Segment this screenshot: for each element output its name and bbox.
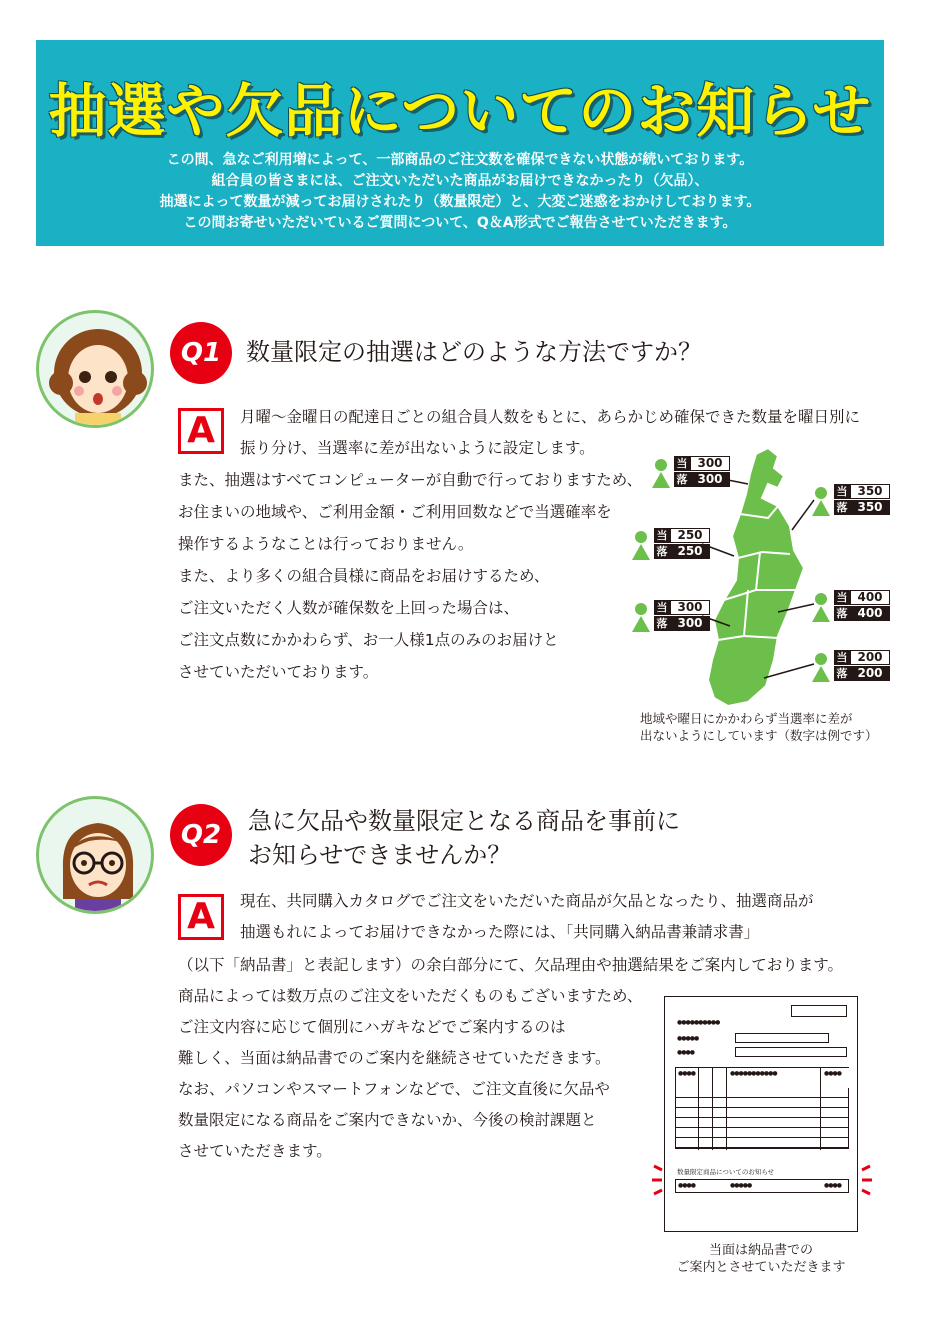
- lose-label: 落: [654, 544, 670, 559]
- invoice-dots: ●●●●●●●●●●●: [730, 1070, 777, 1077]
- answer-line: 現在、共同購入カタログでご注文をいただいた商品が欠品となったり、抽選商品が: [240, 892, 814, 910]
- win-count: 300: [690, 456, 730, 471]
- page-title: 抽選や欠品についてのお知らせ: [48, 77, 872, 145]
- lose-count: 300: [690, 472, 730, 487]
- tohoku-map: [628, 440, 888, 720]
- invoice-dots: ●●●●: [824, 1182, 841, 1189]
- person-icon: [810, 486, 832, 516]
- map-tag: [630, 526, 716, 560]
- lose-label: 落: [654, 616, 670, 631]
- invoice-dots: ●●●●●: [677, 1035, 699, 1042]
- invoice-dots: ●●●●: [824, 1070, 841, 1077]
- invoice-notice-label: 数量限定商品についてのお知らせ: [677, 1168, 775, 1176]
- answer-line: また、抽選はすべてコンピューターが自動で行っておりますため、: [178, 471, 643, 489]
- avatar-woman-illustration: [36, 796, 154, 914]
- map-caption: [640, 710, 878, 744]
- q1-question: 数量限定の抽選はどのような方法ですか？: [246, 338, 702, 366]
- answer-line: 抽選もれによってお届けできなかった際には、「共同購入納品書兼請求書」: [240, 923, 760, 941]
- win-count: 200: [850, 650, 890, 665]
- q1-answer-mark: A: [178, 408, 224, 454]
- question-line: お知らせできませんか？: [248, 841, 512, 869]
- highlight-marks-icon: [652, 1156, 872, 1216]
- person-icon: [650, 458, 672, 488]
- answer-line: 商品によっては数万点のご注文をいただくものもございますため、: [178, 987, 643, 1005]
- lose-label: 落: [834, 666, 850, 681]
- invoice-dots: ●●●●: [678, 1182, 695, 1189]
- win-count: 400: [850, 590, 890, 605]
- answer-line: ご注文内容に応じて個別にハガキなどでご案内するのは: [178, 1018, 566, 1036]
- answer-line: ご注文いただく人数が確保数を上回った場合は、: [178, 599, 520, 617]
- q2-answer-mark: A: [178, 894, 224, 940]
- q1-badge: Q1: [170, 322, 232, 384]
- answer-line: また、より多くの組合員様に商品をお届けするため、: [178, 567, 550, 585]
- girl-face-icon: [39, 313, 154, 428]
- answer-line: 振り分け、当選率に差が出ないように設定します。: [240, 439, 595, 457]
- q1-answer-text-body: [178, 464, 642, 688]
- answer-line: お住まいの地域や、ご利用金額・ご利用回数などで当選確率を: [178, 503, 612, 521]
- invoice-caption: [664, 1242, 858, 1276]
- intro-line: この間、急なご利用増によって、一部商品のご注文数を確保できない状態が続いております。: [166, 152, 754, 168]
- map-tag: [810, 648, 896, 682]
- q2-badge: Q2: [170, 804, 232, 866]
- person-icon: [630, 602, 652, 632]
- answer-line: 月曜～金曜日の配達日ごとの組合員人数をもとに、あらかじめ確保できた数量を曜日別に: [240, 408, 861, 426]
- invoice-dots: ●●●●: [677, 1049, 694, 1056]
- invoice-dots: ●●●●●●●●●●: [677, 1019, 720, 1026]
- win-count: 350: [850, 484, 890, 499]
- invoice-field: [735, 1033, 829, 1043]
- map-tag: [630, 598, 716, 632]
- intro-line: この間お寄せいただいているご質問について、Q＆A形式でご報告させていただきます。: [183, 215, 737, 231]
- win-label: 当: [654, 600, 670, 615]
- woman-face-icon: [39, 799, 154, 914]
- header-banner: [36, 40, 884, 246]
- lose-count: 250: [670, 544, 710, 559]
- q2-question: [248, 804, 680, 872]
- lose-label: 落: [674, 472, 690, 487]
- invoice-table: [675, 1067, 849, 1149]
- win-label: 当: [674, 456, 690, 471]
- caption-line: 出ないようにしています（数字は例です）: [640, 728, 878, 743]
- win-label: 当: [834, 484, 850, 499]
- lose-count: 300: [670, 616, 710, 631]
- win-label: 当: [654, 528, 670, 543]
- lose-count: 200: [850, 666, 890, 681]
- invoice-field: [735, 1047, 847, 1057]
- win-count: 300: [670, 600, 710, 615]
- answer-line: 操作するようなことは行っておりません。: [178, 535, 474, 553]
- invoice-dots: ●●●●: [678, 1070, 695, 1077]
- answer-line: させていただきます。: [178, 1142, 332, 1160]
- map-tag: [650, 454, 736, 488]
- answer-line: （以下「納品書」と表記します）の余白部分にて、欠品理由や抽選結果をご案内しております。: [178, 956, 843, 974]
- win-count: 250: [670, 528, 710, 543]
- lose-label: 落: [834, 606, 850, 621]
- map-tag: [810, 482, 896, 516]
- answer-line: なお、パソコンやスマートフォンなどで、ご注文直後に欠品や: [178, 1080, 610, 1098]
- answer-line: 難しく、当面は納品書でのご案内を継続させていただきます。: [178, 1049, 611, 1067]
- intro-line: 組合員の皆さまには、ご注文いただいた商品がお届けできなかったり（欠品）、: [211, 173, 709, 189]
- lose-label: 落: [834, 500, 850, 515]
- answer-line: 数量限定になる商品をご案内できないか、今後の検討課題と: [178, 1111, 597, 1129]
- caption-line: 当面は納品書での: [708, 1243, 813, 1258]
- answer-line: ご注文点数にかかわらず、お一人様1点のみのお届けと: [178, 631, 559, 649]
- person-icon: [810, 592, 832, 622]
- q2-answer-text-top: [240, 886, 814, 948]
- question-line: 急に欠品や数量限定となる商品を事前に: [248, 807, 680, 835]
- invoice-dots: ●●●●●: [730, 1182, 752, 1189]
- caption-line: 地域や曜日にかかわらず当選率に差が: [640, 711, 853, 726]
- map-tag: [810, 588, 896, 622]
- caption-line: ご案内とさせていただきます: [676, 1260, 846, 1275]
- invoice-stamp-box: [791, 1005, 847, 1017]
- person-icon: [810, 652, 832, 682]
- person-icon: [630, 530, 652, 560]
- intro-line: 抽選によって数量が減ってお届けされたり（数量限定）と、大変ご迷惑をおかけしております。: [159, 194, 761, 210]
- win-label: 当: [834, 590, 850, 605]
- intro-text: [36, 150, 884, 234]
- lose-count: 400: [850, 606, 890, 621]
- win-label: 当: [834, 650, 850, 665]
- answer-line: させていただいております。: [178, 663, 379, 681]
- avatar-girl-illustration: [36, 310, 154, 428]
- lose-count: 350: [850, 500, 890, 515]
